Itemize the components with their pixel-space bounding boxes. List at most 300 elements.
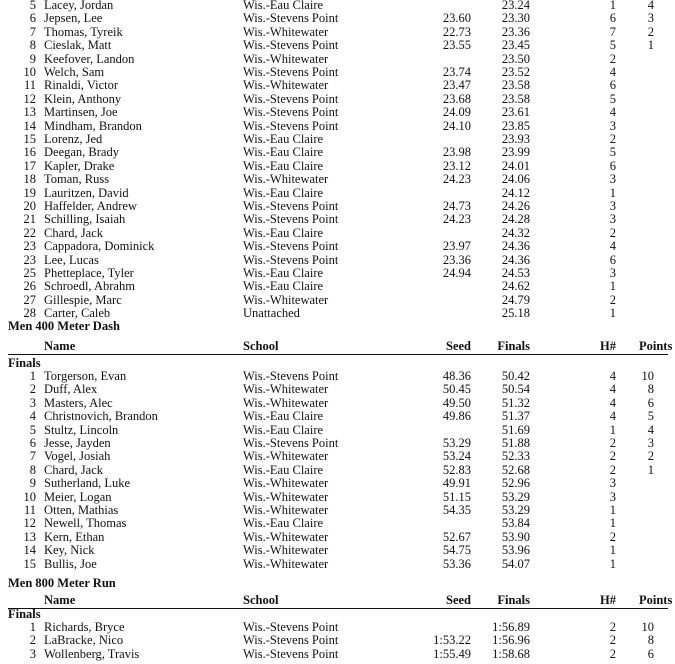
result-school: Wis.-Whitewater [243, 476, 329, 491]
result-points: 3 [647, 436, 654, 450]
result-school: Wis.-Stevens Point [243, 212, 339, 227]
result-seed: 49.86 [442, 409, 471, 424]
result-heat: 6 [609, 11, 616, 26]
result-school: Wis.-Whitewater [243, 395, 329, 410]
result-school: Wis.-Stevens Point [243, 633, 339, 648]
result-place: 4 [29, 409, 36, 424]
result-school: Wis.-Stevens Point [243, 369, 339, 383]
result-place: 6 [29, 11, 36, 26]
result-seed: 54.35 [442, 503, 471, 517]
result-finals: 24.36 [501, 239, 530, 254]
result-row [0, 227, 675, 240]
result-name: Gillespie, Marc [44, 292, 122, 307]
result-school: Wis.-Eau Claire [243, 145, 324, 160]
result-place: 8 [29, 462, 36, 477]
result-school: Wis.-Stevens Point [243, 118, 339, 133]
result-name: Lorenz, Jed [44, 132, 103, 146]
result-seed: 23.60 [442, 11, 471, 26]
result-name: Duff, Alex [44, 382, 98, 397]
result-place: 11 [23, 78, 36, 93]
result-seed: 48.36 [442, 369, 471, 383]
result-school: Wis.-Stevens Point [243, 38, 339, 53]
result-heat: 5 [609, 38, 616, 53]
result-finals: 24.26 [501, 199, 530, 213]
result-name: Deegan, Brady [44, 145, 119, 160]
result-heat: 6 [609, 158, 616, 173]
result-heat: 3 [609, 118, 616, 133]
result-school: Wis.-Whitewater [243, 292, 329, 307]
result-name: Lacey, Jordan [44, 0, 114, 12]
result-seed: 24.10 [442, 118, 471, 133]
result-place: 12 [23, 91, 36, 106]
result-name: Richards, Bryce [44, 620, 125, 634]
result-finals: 25.18 [501, 306, 530, 321]
result-heat: 4 [609, 382, 616, 397]
result-seed: 23.47 [442, 78, 471, 93]
result-row [0, 370, 675, 383]
header-heat: H# [600, 593, 616, 607]
result-seed: 53.29 [442, 436, 471, 450]
result-name: Chard, Jack [44, 225, 104, 240]
result-row [0, 517, 675, 530]
result-heat: 1 [609, 543, 616, 558]
result-heat: 2 [609, 132, 616, 146]
result-place: 23 [23, 239, 36, 254]
result-name: Torgerson, Evan [44, 369, 127, 383]
header-school: School [243, 593, 279, 607]
result-name: Otten, Mathias [44, 503, 119, 517]
result-finals: 52.96 [501, 476, 530, 491]
result-row [0, 267, 675, 280]
result-row [0, 79, 675, 92]
result-name: Bullis, Joe [44, 556, 97, 571]
result-row [0, 410, 675, 423]
header-finals: Finals [497, 339, 530, 353]
result-seed: 24.73 [442, 199, 471, 213]
result-row [0, 397, 675, 410]
result-school: Wis.-Stevens Point [243, 91, 339, 106]
result-school: Unattached [243, 306, 300, 321]
header-seed: Seed [446, 339, 471, 353]
result-finals: 24.12 [501, 185, 530, 200]
result-heat: 7 [609, 24, 616, 39]
result-name: Chard, Jack [44, 462, 104, 477]
header-points: Points [639, 593, 673, 607]
result-row [0, 383, 675, 396]
header-school: School [243, 339, 279, 353]
result-row [0, 464, 675, 477]
result-name: Toman, Russ [44, 172, 110, 187]
result-finals: 1:56.89 [492, 620, 530, 634]
header-divider-400m [8, 354, 668, 355]
result-name: Phetteplace, Tyler [44, 266, 134, 280]
result-school: Wis.-Eau Claire [243, 158, 324, 173]
result-name: Vogel, Josiah [44, 449, 111, 464]
result-row [0, 294, 675, 307]
result-name: Sutherland, Luke [44, 476, 131, 491]
column-header-row-400m [0, 340, 675, 353]
result-heat: 3 [609, 489, 616, 504]
result-seed: 22.73 [442, 24, 471, 39]
result-finals: 51.88 [501, 436, 530, 450]
result-place: 9 [29, 51, 36, 66]
result-place: 15 [23, 132, 36, 146]
result-points: 3 [647, 11, 654, 26]
result-place: 14 [23, 118, 36, 133]
result-row [0, 173, 675, 186]
result-points: 10 [641, 620, 654, 634]
result-name: Wollenberg, Travis [44, 646, 140, 661]
result-school: Wis.-Stevens Point [243, 646, 339, 661]
result-name: Stultz, Lincoln [44, 422, 119, 437]
result-school: Wis.-Whitewater [243, 556, 329, 571]
result-finals: 24.53 [501, 266, 530, 280]
result-name: Newell, Thomas [44, 516, 127, 531]
result-heat: 1 [609, 422, 616, 437]
result-row [0, 213, 675, 226]
result-place: 8 [29, 38, 36, 53]
result-finals: 53.90 [501, 529, 530, 544]
result-heat: 5 [609, 91, 616, 106]
result-row [0, 648, 675, 661]
result-name: Lauritzen, David [44, 185, 129, 200]
result-row [0, 39, 675, 52]
result-seed: 24.94 [442, 266, 471, 280]
result-row [0, 254, 675, 267]
result-finals: 23.36 [501, 24, 530, 39]
result-finals: 52.68 [501, 462, 530, 477]
result-school: Wis.-Stevens Point [243, 620, 339, 634]
result-name: Haffelder, Andrew [44, 199, 137, 213]
result-row [0, 504, 675, 517]
result-name: Mindham, Brandon [44, 118, 142, 133]
result-points: 2 [647, 449, 654, 464]
result-finals: 53.29 [501, 503, 530, 517]
result-place: 16 [23, 145, 36, 160]
result-row [0, 120, 675, 133]
result-seed: 1:53.22 [433, 633, 471, 648]
result-place: 13 [23, 529, 36, 544]
result-heat: 6 [609, 78, 616, 93]
result-finals: 23.24 [501, 0, 530, 12]
result-name: Welch, Sam [44, 65, 105, 79]
result-row [0, 477, 675, 490]
result-place: 28 [23, 306, 36, 321]
result-place: 6 [29, 436, 36, 450]
result-seed: 24.09 [442, 105, 471, 120]
result-heat: 4 [609, 239, 616, 254]
result-row [0, 531, 675, 544]
result-school: Wis.-Whitewater [243, 172, 329, 187]
result-place: 27 [23, 292, 36, 307]
result-row [0, 146, 675, 159]
result-place: 5 [29, 0, 36, 12]
result-row [0, 240, 675, 253]
result-school: Wis.-Whitewater [243, 24, 329, 39]
result-row [0, 634, 675, 647]
result-heat: 3 [609, 212, 616, 227]
result-heat: 4 [609, 105, 616, 120]
result-heat: 6 [609, 252, 616, 267]
result-name: Schilling, Isaiah [44, 212, 126, 227]
result-row [0, 93, 675, 106]
result-heat: 2 [609, 633, 616, 648]
header-points: Points [639, 339, 673, 353]
result-row [0, 12, 675, 25]
result-school: Wis.-Eau Claire [243, 132, 324, 146]
result-heat: 3 [609, 476, 616, 491]
result-place: 20 [23, 199, 36, 213]
result-place: 1 [29, 620, 36, 634]
result-row [0, 106, 675, 119]
result-heat: 1 [609, 516, 616, 531]
result-finals: 23.45 [501, 38, 530, 53]
result-heat: 1 [609, 306, 616, 321]
result-row [0, 621, 675, 634]
result-heat: 3 [609, 172, 616, 187]
result-name: Jesse, Jayden [44, 436, 111, 450]
result-points: 6 [647, 395, 654, 410]
result-points: 1 [647, 462, 654, 477]
result-seed: 52.67 [442, 529, 471, 544]
section-subheading-800m: Finals [8, 607, 41, 621]
result-row [0, 200, 675, 213]
result-heat: 2 [609, 620, 616, 634]
result-place: 7 [29, 449, 36, 464]
result-finals: 50.42 [501, 369, 530, 383]
result-heat: 2 [609, 436, 616, 450]
result-finals: 24.79 [501, 292, 530, 307]
result-seed: 49.50 [442, 395, 471, 410]
result-heat: 3 [609, 266, 616, 280]
result-row [0, 187, 675, 200]
header-name: Name [44, 339, 76, 353]
result-finals: 23.30 [501, 11, 530, 26]
result-heat: 2 [609, 51, 616, 66]
result-name: Jepsen, Lee [44, 11, 103, 26]
result-finals: 1:58.68 [492, 646, 530, 661]
result-heat: 5 [609, 145, 616, 160]
result-heat: 4 [609, 395, 616, 410]
result-name: Masters, Alec [44, 395, 113, 410]
result-row [0, 491, 675, 504]
result-place: 19 [23, 185, 36, 200]
result-heat: 1 [609, 279, 616, 294]
result-school: Wis.-Stevens Point [243, 199, 339, 213]
result-seed: 23.97 [442, 239, 471, 254]
result-finals: 53.29 [501, 489, 530, 504]
result-place: 25 [23, 266, 36, 280]
result-name: Klein, Anthony [44, 91, 122, 106]
result-school: Wis.-Eau Claire [243, 409, 324, 424]
result-row [0, 66, 675, 79]
result-school: Wis.-Eau Claire [243, 462, 324, 477]
result-school: Wis.-Eau Claire [243, 0, 324, 12]
result-name: Cappadora, Dominick [44, 239, 155, 254]
event-title-400m: Men 400 Meter Dash [8, 319, 120, 333]
result-place: 5 [29, 422, 36, 437]
result-seed: 23.55 [442, 38, 471, 53]
result-school: Wis.-Eau Claire [243, 225, 324, 240]
result-row [0, 160, 675, 173]
result-points: 2 [647, 24, 654, 39]
result-heat: 1 [609, 185, 616, 200]
result-seed: 24.23 [442, 212, 471, 227]
result-place: 17 [23, 158, 36, 173]
result-row [0, 558, 675, 571]
result-heat: 4 [609, 369, 616, 383]
result-school: Wis.-Whitewater [243, 51, 329, 66]
result-place: 13 [23, 105, 36, 120]
result-school: Wis.-Stevens Point [243, 239, 339, 254]
result-row [0, 280, 675, 293]
result-name: LaBracke, Nico [44, 633, 124, 648]
result-heat: 2 [609, 529, 616, 544]
result-place: 2 [29, 633, 36, 648]
result-school: Wis.-Stevens Point [243, 11, 339, 26]
result-finals: 24.01 [501, 158, 530, 173]
result-heat: 2 [609, 225, 616, 240]
result-heat: 2 [609, 292, 616, 307]
result-points: 8 [647, 382, 654, 397]
result-place: 22 [23, 225, 36, 240]
result-place: 14 [23, 543, 36, 558]
result-school: Wis.-Eau Claire [243, 185, 324, 200]
result-finals: 23.50 [501, 51, 530, 66]
result-heat: 1 [609, 0, 616, 12]
result-points: 6 [647, 646, 654, 661]
result-place: 15 [23, 556, 36, 571]
result-points: 10 [641, 369, 654, 383]
result-school: Wis.-Whitewater [243, 529, 329, 544]
result-place: 1 [29, 369, 36, 383]
result-place: 10 [23, 489, 36, 504]
result-finals: 1:56.96 [492, 633, 530, 648]
result-finals: 23.99 [501, 145, 530, 160]
result-heat: 1 [609, 503, 616, 517]
event-title-800m: Men 800 Meter Run [8, 576, 116, 590]
result-name: Carter, Caleb [44, 306, 111, 321]
result-row [0, 26, 675, 39]
result-school: Wis.-Whitewater [243, 78, 329, 93]
section-subheading-400m: Finals [8, 356, 41, 370]
result-finals: 52.33 [501, 449, 530, 464]
result-points: 1 [647, 38, 654, 53]
result-seed: 23.74 [442, 65, 471, 79]
result-finals: 23.58 [501, 78, 530, 93]
result-row [0, 544, 675, 557]
result-row [0, 133, 675, 146]
result-school: Wis.-Whitewater [243, 543, 329, 558]
result-heat: 3 [609, 199, 616, 213]
result-school: Wis.-Whitewater [243, 382, 329, 397]
result-finals: 23.85 [501, 118, 530, 133]
result-row [0, 424, 675, 437]
result-school: Wis.-Stevens Point [243, 65, 339, 79]
result-place: 18 [23, 172, 36, 187]
result-seed: 52.83 [442, 462, 471, 477]
result-finals: 23.52 [501, 65, 530, 79]
result-school: Wis.-Eau Claire [243, 279, 324, 294]
result-finals: 23.58 [501, 91, 530, 106]
result-place: 12 [23, 516, 36, 531]
result-seed: 23.68 [442, 91, 471, 106]
result-school: Wis.-Stevens Point [243, 252, 339, 267]
result-finals: 24.62 [501, 279, 530, 294]
result-finals: 53.84 [501, 516, 530, 531]
result-school: Wis.-Whitewater [243, 503, 329, 517]
header-name: Name [44, 593, 76, 607]
column-header-row-800m [0, 594, 675, 607]
result-seed: 23.98 [442, 145, 471, 160]
result-finals: 50.54 [501, 382, 530, 397]
result-row [0, 450, 675, 463]
result-place: 10 [23, 65, 36, 79]
result-place: 7 [29, 24, 36, 39]
result-place: 21 [23, 212, 36, 227]
result-finals: 24.36 [501, 252, 530, 267]
result-finals: 51.37 [501, 409, 530, 424]
result-name: Christnovich, Brandon [44, 409, 158, 424]
result-seed: 23.36 [442, 252, 471, 267]
result-row [0, 53, 675, 66]
result-finals: 24.32 [501, 225, 530, 240]
result-name: Lee, Lucas [44, 252, 99, 267]
result-name: Meier, Logan [44, 489, 112, 504]
result-name: Rinaldi, Victor [44, 78, 119, 93]
result-seed: 50.45 [442, 382, 471, 397]
result-place: 3 [29, 395, 36, 410]
result-points: 4 [647, 422, 654, 437]
result-heat: 1 [609, 556, 616, 571]
header-divider-800m [8, 608, 668, 609]
result-name: Key, Nick [44, 543, 95, 558]
result-place: 26 [23, 279, 36, 294]
result-row [0, 437, 675, 450]
result-heat: 4 [609, 409, 616, 424]
result-finals: 51.69 [501, 422, 530, 437]
result-place: 3 [29, 646, 36, 661]
result-seed: 49.91 [442, 476, 471, 491]
result-seed: 1:55.49 [433, 646, 471, 661]
header-seed: Seed [446, 593, 471, 607]
result-heat: 2 [609, 646, 616, 661]
result-points: 5 [647, 409, 654, 424]
result-seed: 53.36 [442, 556, 471, 571]
result-school: Wis.-Whitewater [243, 489, 329, 504]
result-finals: 24.06 [501, 172, 530, 187]
result-points: 4 [647, 0, 654, 12]
result-place: 2 [29, 382, 36, 397]
result-name: Thomas, Tyreik [44, 24, 123, 39]
result-points: 8 [647, 633, 654, 648]
result-school: Wis.-Stevens Point [243, 436, 339, 450]
result-heat: 2 [609, 449, 616, 464]
result-place: 11 [23, 503, 36, 517]
result-seed: 51.15 [442, 489, 471, 504]
result-seed: 23.12 [442, 158, 471, 173]
result-place: 23 [23, 252, 36, 267]
result-finals: 24.28 [501, 212, 530, 227]
result-finals: 23.61 [501, 105, 530, 120]
result-name: Schroedl, Abrahm [44, 279, 135, 294]
result-heat: 4 [609, 65, 616, 79]
result-seed: 53.24 [442, 449, 471, 464]
result-finals: 23.93 [501, 132, 530, 146]
result-name: Martinsen, Joe [44, 105, 118, 120]
result-seed: 24.23 [442, 172, 471, 187]
result-name: Kern, Ethan [44, 529, 105, 544]
